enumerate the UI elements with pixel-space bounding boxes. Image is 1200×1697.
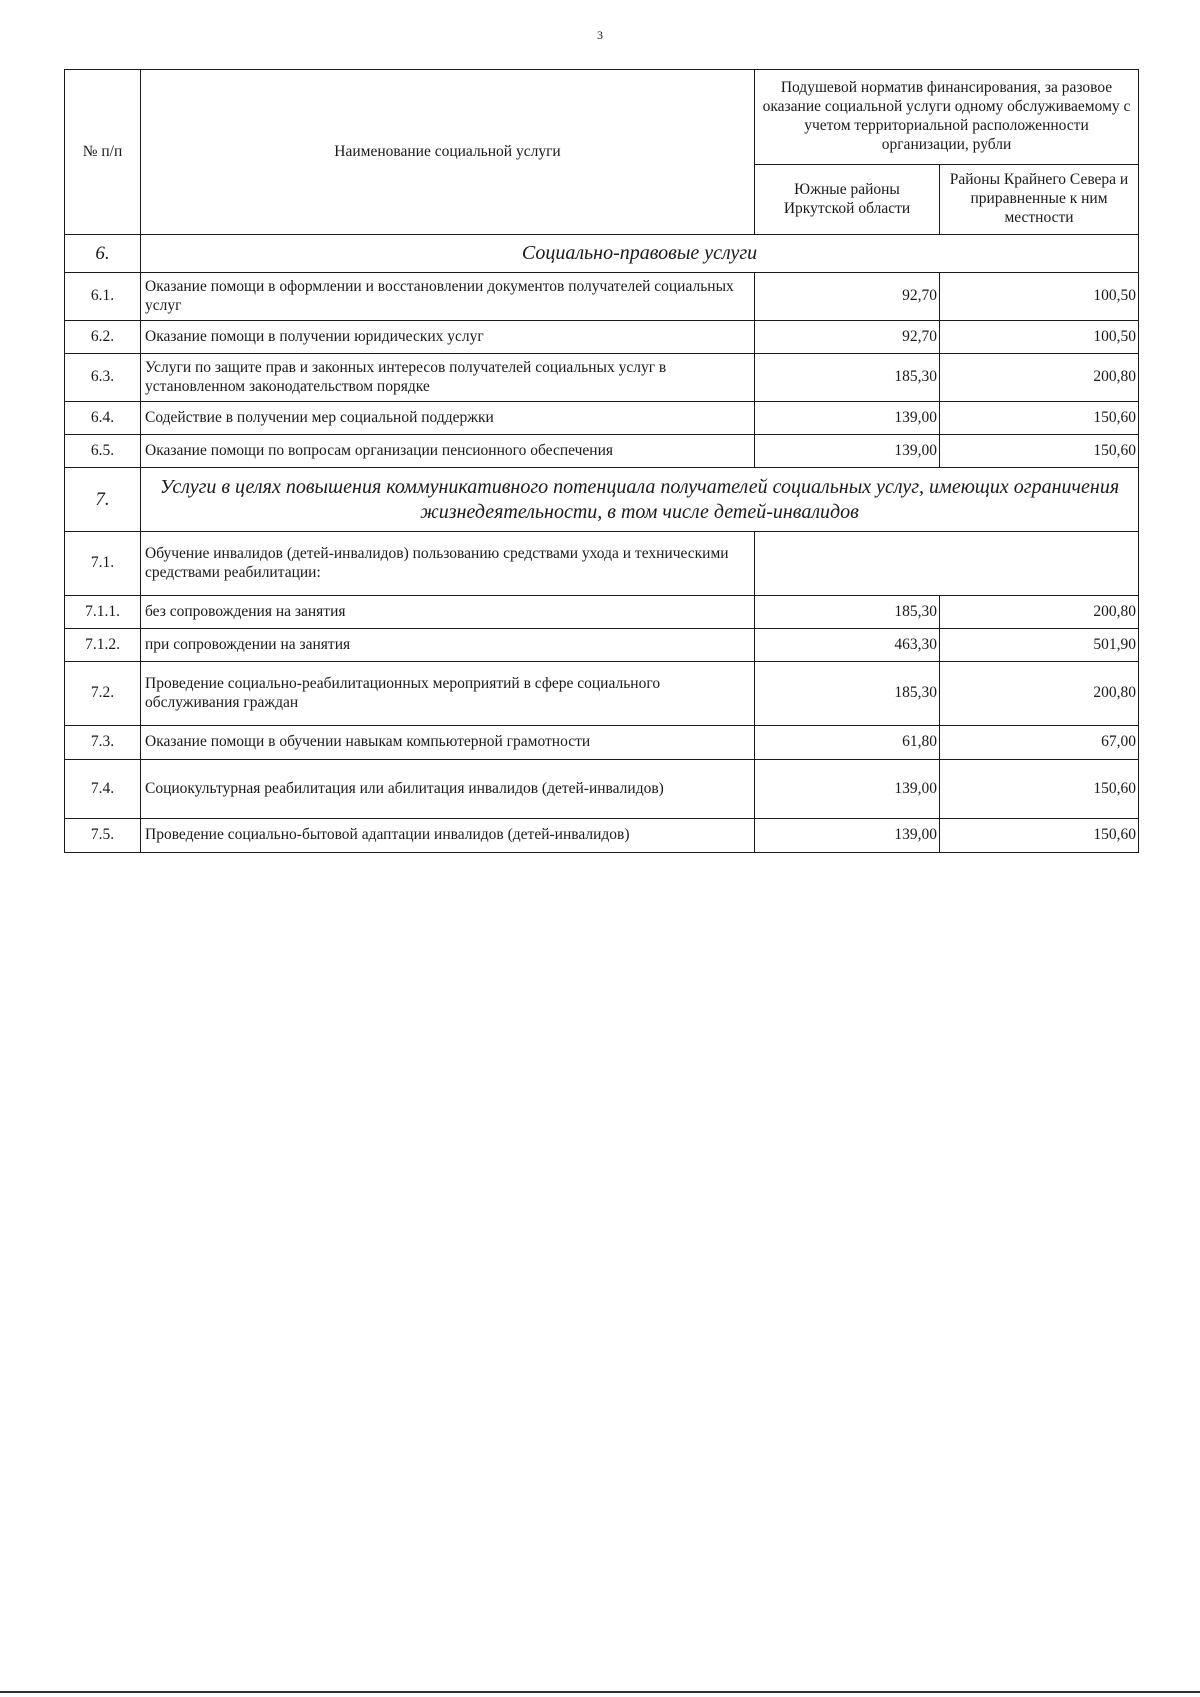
row-north-value: 501,90: [940, 629, 1139, 662]
row-north-value: 200,80: [940, 596, 1139, 629]
table-row: [65, 273, 1139, 321]
row-north-value: 100,50: [940, 273, 1139, 321]
row-number: 6.5.: [65, 435, 141, 468]
row-south-value: 139,00: [755, 819, 940, 853]
page-number: 3: [597, 28, 603, 42]
row-south-value: 139,00: [755, 402, 940, 435]
row-name: Обучение инвалидов (детей-инвалидов) пользованию средствами ухода и техническими средствами реабилитации:: [141, 532, 755, 596]
row-number: 7.2.: [65, 662, 141, 726]
row-name: Проведение социально-реабилитационных мероприятий в сфере социального обслуживания граждан: [141, 662, 755, 726]
row-number: 6.1.: [65, 273, 141, 321]
row-name: Содействие в получении мер социальной поддержки: [141, 402, 755, 435]
row-north-value: 150,60: [940, 435, 1139, 468]
row-name: при сопровождении на занятия: [141, 629, 755, 662]
row-number: 7.1.: [65, 532, 141, 596]
table-row: [65, 819, 1139, 853]
section-number: 7.: [65, 468, 141, 532]
header-south: Южные районы Иркутской области: [755, 165, 940, 235]
row-south-value: 92,70: [755, 273, 940, 321]
row-north-value: 200,80: [940, 354, 1139, 402]
table-row: [65, 726, 1139, 760]
table-row: [65, 321, 1139, 354]
row-south-value: 139,00: [755, 435, 940, 468]
row-south-value: 185,30: [755, 596, 940, 629]
row-south-value: 185,30: [755, 354, 940, 402]
row-north-value: 200,80: [940, 662, 1139, 726]
table-row: [65, 662, 1139, 726]
row-name: Проведение социально-бытовой адаптации инвалидов (детей-инвалидов): [141, 819, 755, 853]
row-south-value: 92,70: [755, 321, 940, 354]
section-row: [65, 468, 1139, 532]
bottom-rule: [0, 1691, 1200, 1693]
row-north-value: 67,00: [940, 726, 1139, 760]
row-number: 7.3.: [65, 726, 141, 760]
row-number: 6.4.: [65, 402, 141, 435]
table-row: [65, 760, 1139, 819]
section-title: Услуги в целях повышения коммуникативного потенциала получателей социальных услуг, имеющих ограничения жизнедеятельности, в том числе детей-инвалидов: [141, 468, 1139, 532]
row-north-value: 150,60: [940, 760, 1139, 819]
row-name: Оказание помощи в получении юридических услуг: [141, 321, 755, 354]
header-north: Районы Крайнего Севера и приравненные к ним местности: [940, 165, 1139, 235]
row-number: 7.1.2.: [65, 629, 141, 662]
row-number: 7.1.1.: [65, 596, 141, 629]
row-name: Социокультурная реабилитация или абилитация инвалидов (детей-инвалидов): [141, 760, 755, 819]
row-number: 7.4.: [65, 760, 141, 819]
row-south-value: 463,30: [755, 629, 940, 662]
services-table: [64, 69, 1139, 853]
row-number: 7.5.: [65, 819, 141, 853]
header-num: № п/п: [65, 70, 141, 235]
row-north-value: 150,60: [940, 819, 1139, 853]
header-norm-group: Подушевой норматив финансирования, за разовое оказание социальной услуги одному обслуживаемому с учетом территориальной расположенности организации, рубли: [755, 70, 1139, 165]
table-row: [65, 354, 1139, 402]
row-name: Оказание помощи в обучении навыкам компьютерной грамотности: [141, 726, 755, 760]
table-row: [65, 596, 1139, 629]
row-name: без сопровождения на занятия: [141, 596, 755, 629]
row-north-value: 150,60: [940, 402, 1139, 435]
section-row: [65, 235, 1139, 273]
header-name: Наименование социальной услуги: [141, 70, 755, 235]
row-number: 6.2.: [65, 321, 141, 354]
row-number: 6.3.: [65, 354, 141, 402]
table-row: [65, 629, 1139, 662]
section-title: Социально-правовые услуги: [141, 235, 1139, 273]
section-number: 6.: [65, 235, 141, 273]
row-name: Оказание помощи по вопросам организации пенсионного обеспечения: [141, 435, 755, 468]
row-south-value: 139,00: [755, 760, 940, 819]
row-name: Услуги по защите прав и законных интересов получателей социальных услуг в установленном законодательством порядке: [141, 354, 755, 402]
table-row: [65, 402, 1139, 435]
row-north-value: 100,50: [940, 321, 1139, 354]
row-south-value: 61,80: [755, 726, 940, 760]
table-row: [65, 532, 1139, 596]
row-south-value: 185,30: [755, 662, 940, 726]
row-value-empty: [755, 532, 1139, 596]
row-name: Оказание помощи в оформлении и восстановлении документов получателей социальных услуг: [141, 273, 755, 321]
table-row: [65, 435, 1139, 468]
